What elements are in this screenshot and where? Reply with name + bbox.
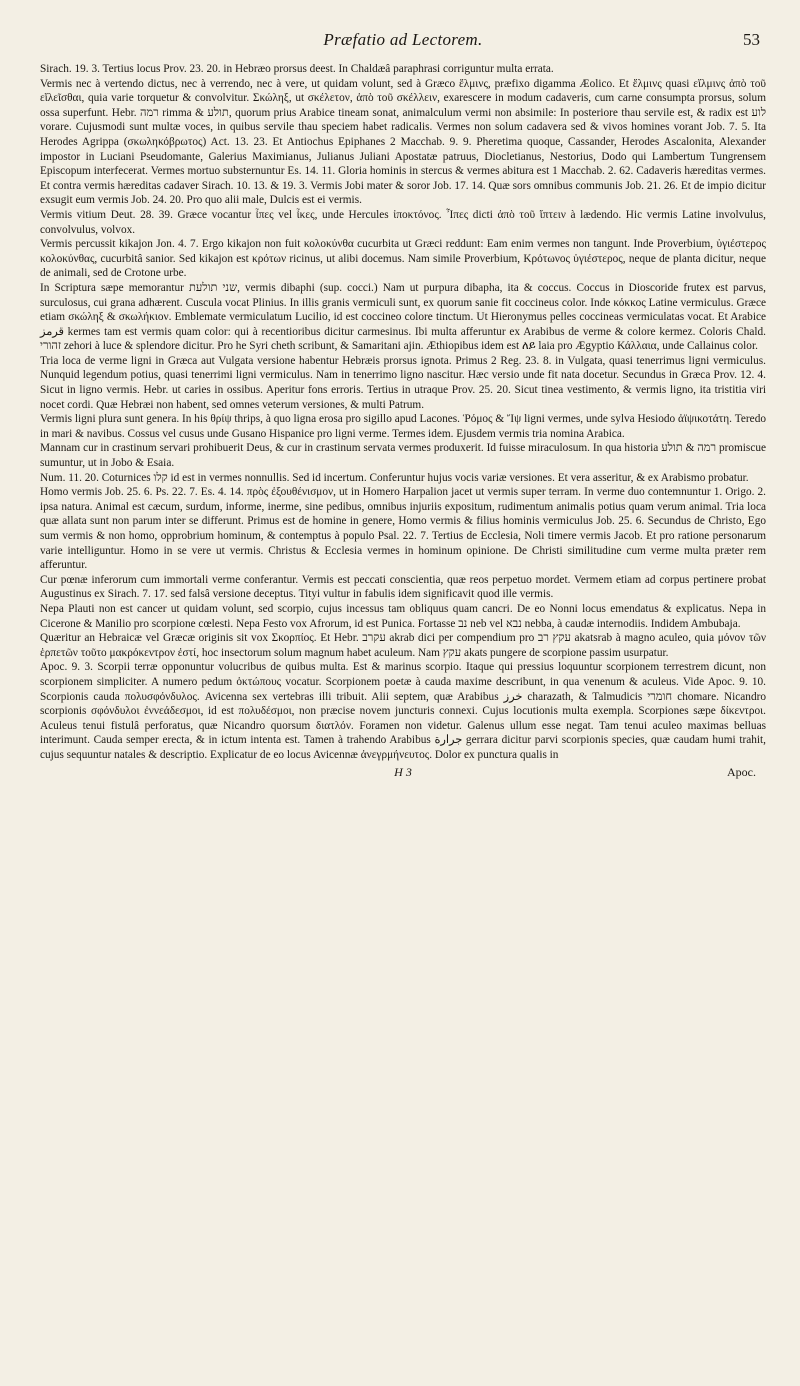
- paragraph: Mannam cur in crastinum servari prohibuerit Deus, & cur in crastinum servata vermes produxerit. Id fuisse miraculosum. In qua historia רמה & תולע promiscue sumuntur, ut in Jobo & Esaia.: [40, 442, 767, 470]
- paragraph: Tria loca de verme ligni in Græca aut Vulgata versione habentur Hebræis prorsus ignota. Primus 2 Reg. 23. 8. in Vulgata, quasi tenerrimus ligni vermiculus. Nunquid legendum potius, quasi tenerrimi ligni vermiculus. Nam in tenerrimo ligno nascitur. Hæc versio unde fit nata docetur. Secundus in Græca Prov. 12. 4. Sicut in ligno vermis. Hebr. ut caries in ossibus. Aperitur fons erroris. Tertius in utraque Prov. 25. 20. Sicut tinea vestimento, & vermis ligno, ita tristitia viri nocet cordi. Quæ Hebræi non habent, sed omnes veterum versiones, & multi Patrum.: [40, 354, 766, 411]
- paragraph: Vermis vitium Deut. 28. 39. Græce vocantur ἶπες vel ἶκες, unde Hercules ἰποκτόνος. Ἶπες dicti ἀπὸ τοῦ ἴπτειν à lædendo. Hic vermis Latine involvulus, convolvulus, volvox.: [40, 208, 766, 236]
- paragraph: Vermis nec à vertendo dictus, nec à verrendo, nec à vere, ut quidam volunt, sed à Græco ἕλμινς, præfixo digamma Æolico. Et ἕλμινς quasi εἵλμινς ἀπὸ τοῦ εἵλεῖσθαι, quia varie torquetur & convolvitur. Σκώληξ, ut σκέλετον, ἀπὸ τοῦ σκέλλειν, exarescere in modum cadaveris, cum carne consumpta prorsus, solum ossa superfunt. Hebr. רמה rimma & תולע, quorum prius Arabice tineam sonat, animalculum vermi non absimile: In posteriore thau servile est, & radix est לוע vorare. Cujusmodi sunt multæ voces, in quibus servile thau speciem habet radicalis. Vermes non solum cadavera sed & vivos homines vorant Job. 7. 5. Ita Herodes Agrippa (σκωληκόβρωτος) Act. 13. 23. Et Antiochus Epiphanes 2 Macchab. 9. 9. Pheretima quoque, Cassander, Herodes Ascalonita, Alexander impostor in Luciani Pseudomante, Galerius Maximianus, Julianus Juliani Apostatæ patruus, Diocletianus, Nestorius, Dodo qui Lambertum Tungrensem Episcopum interfecerat. Vermes mortuo substernuntur Es. 14. 11. Gloria hominis in stercus & vermes abitura est 1 Macchab. 2. 62. Cadaveris hæreditas vermes. Et contra vermis hæreditas cadaver Sirach. 10. 13. & 19. 3. Vermis Jobi mater & soror Job. 17. 14. Quæ sors omnibus communis Job. 21. 26. Et de impio dicitur exsugit eum vermis Job. 24. 20. Pro quo alii male, Dulcis est ei vermis.: [40, 77, 767, 207]
- paragraph: Nepa Plauti non est cancer ut quidam volunt, sed scorpio, cujus incessus tam obliquus quam cancri. De eo Nonni locus emendatus & explicatus. Nepa in Cicerone & Manilio pro scorpione cœlesti. Nepa Festo vox Afrorum, id est Punica. Fortasse נב neb vel נבא nebba, à caudæ internodiis. Indidem Ambubaja.: [40, 602, 766, 630]
- catchword: Apoc.: [727, 764, 756, 779]
- paragraph: Vermis ligni plura sunt genera. In his θρίψ thrips, à quo ligna erosa pro sigillo apud Lacones. Ῥόμος & Ἴψ ligni vermes, unde sylva Hesiodo ἀϊψικοτάτη. Teredo in mari & navibus. Cossus vel cusus unde Gusano Hispanice pro ligni verme. Termes idem. Ejusdem vermis tria nomina Arabica.: [40, 413, 766, 440]
- signature-mark: H 3: [394, 764, 412, 779]
- running-head: [40, 30, 766, 52]
- paragraph: Quæritur an Hebraicæ vel Græcæ originis sit vox Σκορπίος. Et Hebr. עקרב akrab dici per compendium pro עקץ רב akatsrab à magno aculeo, quia μόνον τῶν ἑρπετῶν τοῦτο μακρόκεντρον ἐστί, hoc insectorum solum magnum habet aculeum. Nam עקץ akats pungere de scorpione passim usurpatur.: [40, 632, 766, 659]
- page-footer: [40, 765, 766, 783]
- paragraph: In Scriptura sæpe memorantur שני תולעת, vermis dibaphi (sup. cocci.) Nam ut purpura dibapha, ita & coccus. Coccus in Dioscoride frutex est parvus, surculosus, cui grana adhærent. Cuscula vocat Plinius. In illis granis vermiculi sunt, ex quorum sanie fit coccineus color. Inde κόκκος Latine vermiculus. Græce etiam σκώληξ & σκωλήκιον. Emblemate vermiculatum Lucilio, id est coccineo colore tinctum. Ut Hieronymus pelles coccineas vermiculatas vocat. Et Arabice قرمز kermes tam est vermis quam color: qui à recentioribus dicitur carmesinus. Ibi multa afferuntur ex Arabibus de verme & colore kermez. Coloris Chald. זהורי zehori à luce & splendore dicitur. Pro he Syri cheth scribunt, & Samaritani ajin. Æthiopibus idem est ለይ laia pro Ægyptio Κάλλαια, unde Callainus color.: [40, 281, 766, 353]
- paragraph: Homo vermis Job. 25. 6. Ps. 22. 7. Es. 4. 14. πρὸς ἐξουθένισμον, ut in Homero Harpalion jacet ut vermis super terram. In verme duo contemnuntur 1. Origo. 2. ipsa natura. Animal est cæcum, surdum, informe, inerme, sine pedibus, omnibus injuriis expositum, rudimentum animalis potius quam verum animal. Tria loca quæ allata sunt non parum inter se differunt. Primus est de homine in genere, Homo vermis & filius hominis vermiculus Job. 25. 6. Secundus de Christo, Ego sum vermis & non homo, opprobrium hominum, & contemptus à populo Psal. 22. 7. Tertius de Ecclesia, Noli timere vermis Jacob. Et pro ratione personarum varie intelliguntur. Homo in se vere ut vermis. Christus & Ecclesia vermes in hominum opinione. De Christi similitudine cum verme multa præter rem afferuntur.: [40, 486, 766, 572]
- running-title: Præfatio ad Lectorem.: [323, 30, 483, 49]
- paragraph: Apoc. 9. 3. Scorpii terræ opponuntur volucribus de quibus multa. Est & marinus scorpio. Itaque qui pressius loquuntur scorpionem terrestrem dicunt, non scorpionem simpliciter. A numero pedum ὀκτώπους vocatur. Scorpionem poetæ à cauda maxime describunt, in qua venenum & aculeus. Vide Apoc. 9. 10. Scorpionis cauda πολυσφόνδυλος. Avicenna sex vertebras illi tribuit. Alii septem, quæ Arabibus خرز charazath, & Talmudicis חומרי chomare. Nicandro scorpionis σφόνδυλοι ἐννεάδεσμοι, id est πολυδέσμοι, non præcise novem juncturis connexi. Cujus locutionis multa exempla. Scorpiones sæpe δίκεντροι. Aculeus tenui fistulâ perforatus, quæ Nicandro quorsum διατλόν. Foramen non videtur. Galenus ullum esse negat. Tam tenui aculeo maximas belluas interimunt. Cauda semper erecta, & in ictum intenta est. Tamen à trahendo Arabibus جرارة gerrara dicitur parvi scorpionis species, quæ caudam humi trahit, cujus sequuntur natales & descriptio. Explicatur de eo locus Avicennæ ἀνεγρμήνευτος. Dolor ex punctura qualis in: [40, 661, 767, 761]
- body-text: [40, 62, 766, 763]
- paragraph: Vermis percussit kikajon Jon. 4. 7. Ergo kikajon non fuit κολοκύνθα cucurbita ut Græci reddunt: Eam enim vermes non tangunt. Inde Proverbium, ὑγιέστερος κολοκύνθας, cucurbitâ sanior. Sed kikajon est κρότων ricinus, ut alibi docemus. Nam simile Proverbium, Κρότωνος ὑγιέστερος, neque de planta dicitur, neque de animali, sed de Crotone urbe.: [40, 238, 766, 280]
- page-number: 53: [743, 30, 760, 49]
- paragraph: Cur pœnæ inferorum cum immortali verme conferantur. Vermis est peccati conscientia, quæ reos perpetuo mordet. Vermem etiam ad corpus pertinere probat Augustinus ex Sirach. 7. 17. sed falsâ versione deceptus. Tityi vultur in fabulis idem significavit quod ille vermis.: [40, 573, 766, 601]
- paragraph: Sirach. 19. 3. Tertius locus Prov. 23. 20. in Hebræo prorsus deest. In Chaldæâ paraphrasi corriguntur multa errata.: [40, 63, 554, 75]
- paragraph: Num. 11. 20. Coturnices קלו id est in vermes nonnullis. Sed id incertum. Conferuntur hujus vocis variæ versiones. Et vera asseritur, & ex Arabismo probatur.: [40, 471, 749, 484]
